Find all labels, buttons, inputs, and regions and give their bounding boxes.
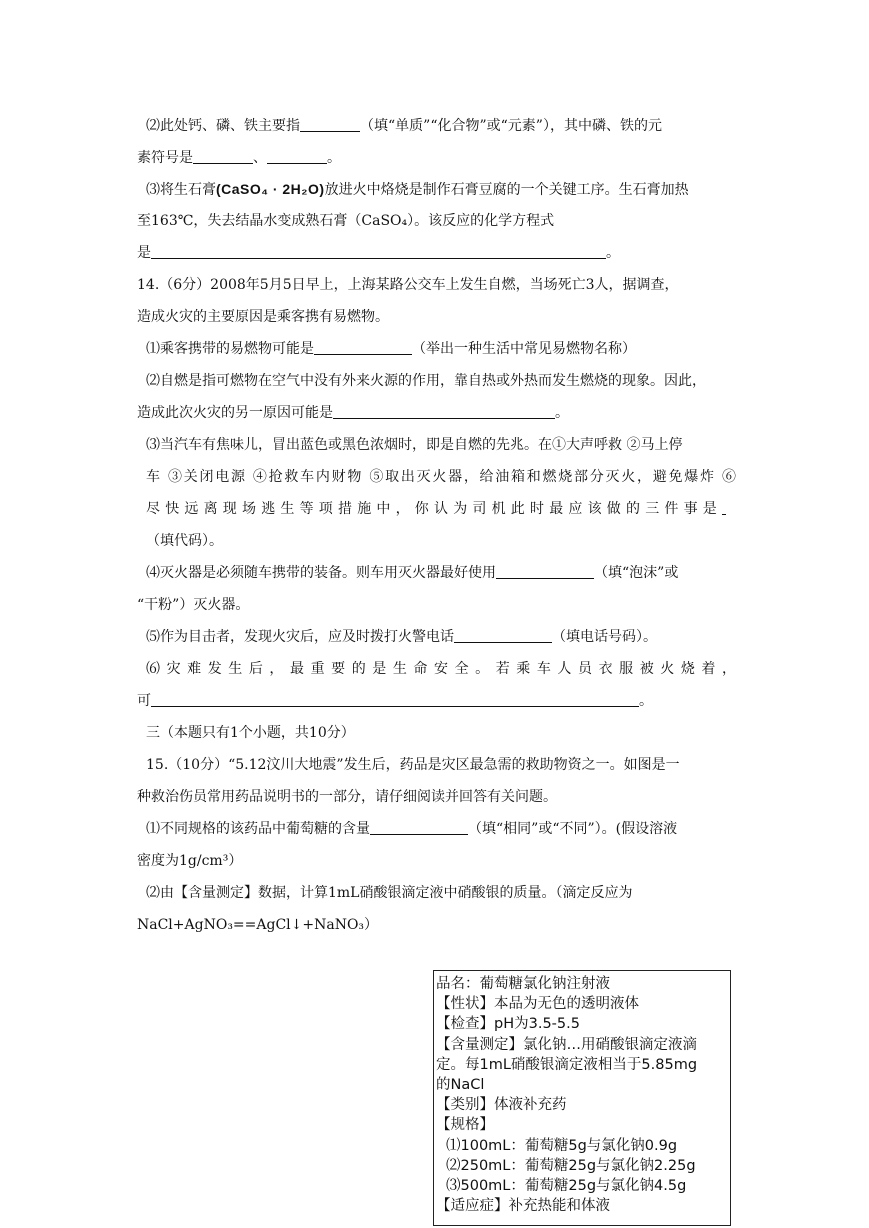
label-assay-line1: 【含量测定】氯化钠…用硝酸银滴定液滴 (436, 1036, 697, 1053)
q14-part3-line2: 车 ③关闭电源 ④抢救车内财物 ⑤取出灭火器，给油箱和燃烧部分灭火，避免爆炸 ⑥ (146, 469, 736, 485)
q13-part3-line2: 至163℃，失去结晶水变成熟石膏（CaSO₄）。该反应的化学方程式 (137, 213, 555, 229)
label-indication: 【适应症】补充热能和体液 (436, 1198, 610, 1215)
q14-intro-line1: 14.（6分）2008年5月5日早上，上海某路公交车上发生自燃，当场死亡3人，据调查， (137, 277, 679, 293)
q14-part3-line4: （填代码）。 (146, 533, 223, 549)
answer-blank[interactable] (300, 117, 360, 132)
answer-blank[interactable] (722, 500, 726, 515)
q14-part2-line2: 造成此次火灾的另一原因可能是 。 (137, 405, 569, 421)
label-product-name: 品名：葡萄糖氯化钠注射液 (436, 976, 610, 992)
drug-label-box (433, 970, 731, 1226)
gypsum-formula: (CaSO₄ · 2H₂O) (216, 181, 325, 197)
answer-blank[interactable] (151, 692, 639, 707)
answer-blank[interactable] (267, 149, 327, 164)
q14-part5: ⑸作为目击者，发现火灾后，应及时拨打火警电话 （填电话号码）。 (146, 629, 657, 645)
q14-part3-line1: ⑶当汽车有焦味儿，冒出蓝色或黑色浓烟时，即是自燃的先兆。在①大声呼救 ②马上停 (146, 437, 683, 453)
answer-blank[interactable] (333, 404, 555, 419)
q14-part1: ⑴乘客携带的易燃物可能是 （举出一种生活中常见易燃物名称） (146, 341, 636, 357)
label-assay-line3: 的NaCl (436, 1077, 485, 1094)
label-spec-1: ⑴100mL：葡萄糖5g与氯化钠0.9g (446, 1137, 678, 1154)
q15-part2-line1: ⑵由【含量测定】数据，计算1mL硝酸银滴定液中硝酸银的质量。（滴定反应为 (146, 885, 633, 901)
label-appearance: 【性状】本品为无色的透明液体 (436, 996, 639, 1013)
q14-intro-line2: 造成火灾的主要原因是乘客携有易燃物。 (137, 309, 389, 325)
q13-part2-line1: ⑵此处钙、磷、铁主要指 （填“单质”“化合物”或“元素”），其中磷、铁的元 (146, 118, 662, 134)
label-inspection: 【检查】pH为3.5-5.5 (436, 1016, 580, 1033)
answer-blank[interactable] (193, 149, 253, 164)
q14-part4-line1: ⑷灭火器是必须随车携带的装备。则车用灭火器最好使用 （填“泡沫”或 (146, 565, 679, 581)
q14-part6-line2: 可 。 (137, 693, 653, 709)
q13-part3-line1: ⑶将生石膏(CaSO₄ · 2H₂O)放进火中烙烧是制作石膏豆腐的一个关键工序。生石膏加热 (146, 181, 689, 198)
answer-blank[interactable] (496, 564, 594, 579)
q15-part1-line2: 密度为1g/cm³） (137, 853, 243, 869)
answer-blank[interactable] (314, 340, 412, 355)
section-heading: 三（本题只有1个小题，共10分） (146, 725, 355, 741)
label-spec-2: ⑵250mL：葡萄糖25g与氯化钠2.25g (446, 1157, 696, 1174)
q15-part1-line1: ⑴不同规格的该药品中葡萄糖的含量 （填“相同”或“不同”）。(假设溶液 (146, 821, 678, 837)
q13-part3-line3: 是 。 (137, 245, 620, 261)
answer-blank[interactable] (454, 628, 552, 643)
q15-part2-line2: NaCl+AgNO₃==AgCl↓+NaNO₃） (137, 917, 379, 933)
q13-part2-line2: 素符号是 、 。 (137, 150, 341, 166)
q14-part3-line3: 尽快远离现场逃生等项措施中，你认为司机此时最应该做的三件事是 (146, 499, 738, 519)
q14-part4-line2: “干粉”）灭火器。 (137, 597, 250, 613)
answer-blank[interactable] (370, 820, 468, 835)
q14-part6-line1: ⑹灾难发生后，最重要的是生命安全。若乘车人员衣服被火烧着， (146, 661, 736, 677)
answer-blank[interactable] (151, 244, 606, 259)
label-category: 【类别】体液补充药 (436, 1097, 567, 1114)
label-spec-3: ⑶500mL：葡萄糖25g与氯化钠4.5g (446, 1178, 687, 1195)
label-assay-line2: 定。每1mL硝酸银滴定液相当于5.85mg (436, 1056, 698, 1073)
label-spec-heading: 【规格】 (436, 1117, 494, 1134)
q15-intro-line1: 15.（10分）“5.12汶川大地震”发生后，药品是灾区最急需的救助物资之一。如图是一 (146, 757, 680, 773)
q14-part2-line1: ⑵自燃是指可燃物在空气中没有外来火源的作用，靠自热或外热而发生燃烧的现象。因此， (146, 373, 706, 389)
q15-intro-line2: 种救治伤员常用药品说明书的一部分，请仔细阅读并回答有关问题。 (137, 789, 557, 805)
